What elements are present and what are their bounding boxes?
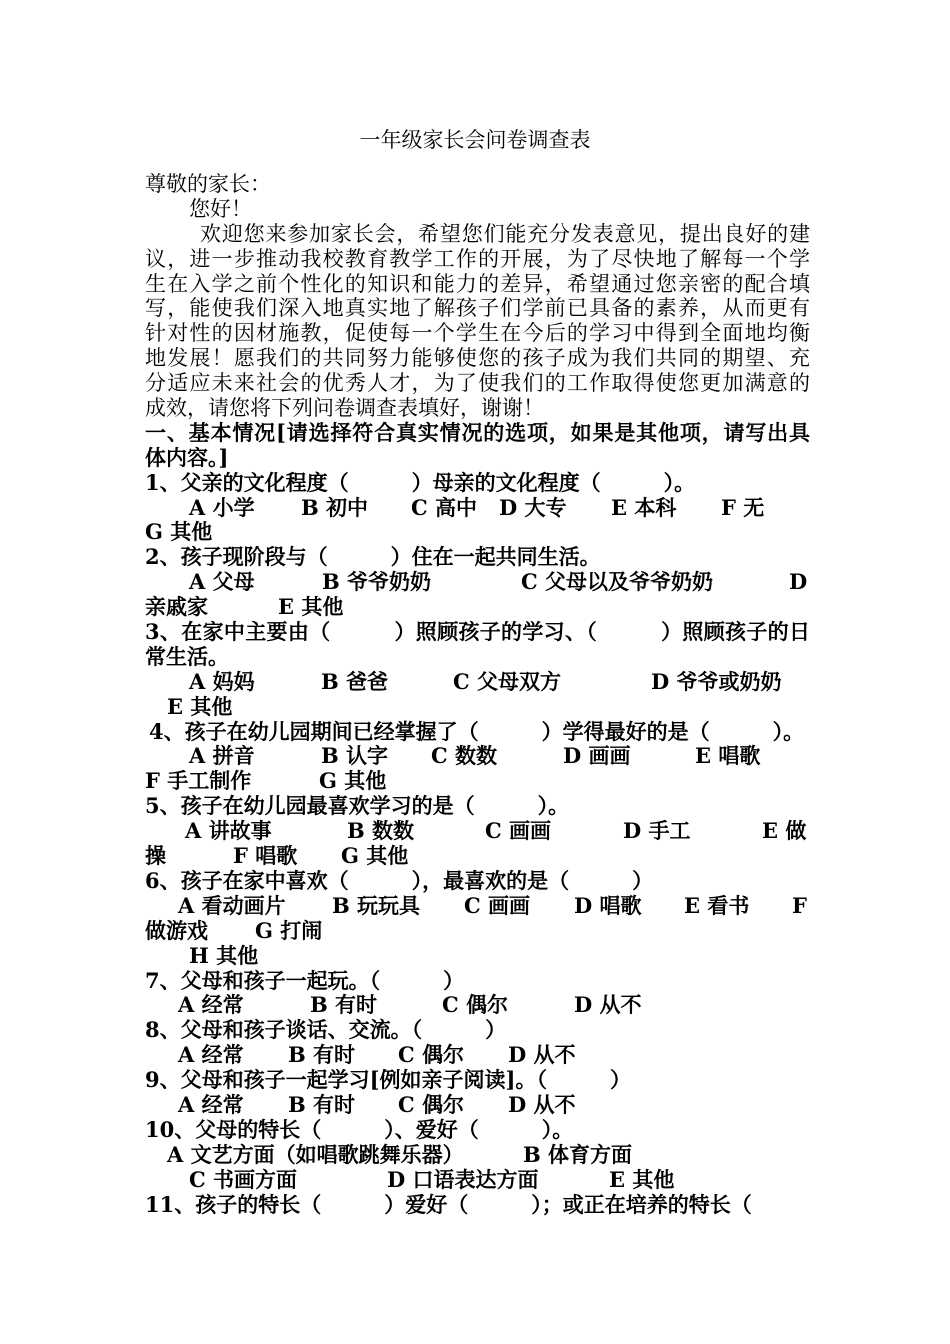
option: C 画画: [464, 892, 531, 918]
intro-line: 欢迎您来参加家长会，希望您们能充分发表意见，提出良好的建: [200, 221, 810, 246]
question-11: 11、孩子的特长（ ）爱好（ ）；或正在培养的特长（: [145, 1191, 752, 1217]
question-10-options-cont: [145, 1168, 810, 1193]
option: A 看动画片: [178, 892, 286, 918]
document-body: [145, 172, 810, 1217]
intro-line: 生在入学之前个性化的知识和能力的差异，希望通过您亲密的配合填: [145, 271, 810, 296]
option: E 做: [762, 818, 807, 844]
option: 做游戏: [145, 917, 208, 943]
option: D 手工: [623, 818, 691, 844]
option: B 数数: [347, 818, 415, 844]
question-8: 8、父母和孩子谈话、交流。（ ）: [145, 1017, 507, 1043]
option: 亲戚家: [145, 594, 208, 620]
question-5-options-cont: [145, 844, 810, 869]
option: D 唱歌: [574, 892, 642, 918]
option: C 父母双方: [453, 668, 562, 694]
option: B 有时: [288, 1091, 356, 1117]
question-2-options: [145, 570, 810, 595]
option: A 父母: [189, 569, 255, 595]
option: C 画画: [485, 818, 552, 844]
question-2: 2、孩子现阶段与（ ）住在一起共同生活。: [145, 544, 601, 570]
question-9-options: [145, 1093, 810, 1118]
option: E 其他: [609, 1166, 675, 1192]
option: B 初中: [301, 494, 369, 520]
option: C 高中: [411, 494, 478, 520]
option: A 文艺方面（如唱歌跳舞乐器）: [167, 1141, 464, 1167]
greeting: 尊敬的家长：: [145, 172, 271, 196]
intro-line: 分适应未来社会的优秀人才，为了使我们的工作取得使您更加满意的: [145, 371, 810, 396]
question-5: 5、孩子在幼儿园最喜欢学习的是（ ）。: [145, 793, 570, 819]
intro-line: 针对性的因材施教，促使每一个学生在今后的学习中得到全面地均衡: [145, 321, 810, 346]
option: 操: [145, 843, 166, 869]
option: G 其他: [341, 843, 409, 869]
intro-line: 写，能使我们深入地真实地了解孩子们学前已具备的素养，从而更有: [145, 296, 810, 321]
question-5-options: [145, 819, 810, 844]
intro-line: 地发展！愿我们的共同努力能够使您的孩子成为我们共同的期望、充: [145, 346, 810, 371]
option: B 有时: [310, 992, 378, 1018]
section-heading: 体内容。]: [145, 444, 229, 470]
option: D 爷爷或奶奶: [651, 668, 782, 694]
option: E 其他: [167, 693, 233, 719]
option: A 妈妈: [189, 668, 255, 694]
option: B 认字: [321, 743, 389, 769]
option: F 唱歌: [233, 843, 298, 869]
option: B 有时: [288, 1042, 356, 1068]
option: G 打闹: [255, 917, 323, 943]
option: B 玩玩具: [332, 892, 421, 918]
option: F 手工制作: [145, 768, 252, 794]
question-10-options: [145, 1143, 810, 1168]
option: F: [792, 892, 807, 918]
hello: 您好！: [189, 196, 252, 221]
page-title: 一年级家长会问卷调查表: [359, 128, 591, 152]
option: C 书画方面: [189, 1166, 298, 1192]
option: D 从不: [508, 1042, 576, 1068]
option: D: [789, 569, 808, 595]
question-3: 常生活。: [145, 643, 229, 669]
question-7-options: [145, 993, 810, 1018]
section-heading: 一、基本情况[请选择符合真实情况的选项，如果是其他项，请写出具: [145, 419, 810, 445]
option: B 体育方面: [523, 1141, 633, 1167]
question-10: 10、父母的特长（ ）、爱好（ ）。: [145, 1116, 574, 1142]
option: G 其他: [145, 519, 213, 545]
option: A 讲故事: [185, 818, 272, 844]
option: C 父母以及爷爷奶奶: [521, 569, 714, 595]
option: C 偶尔: [398, 1042, 465, 1068]
option: A 小学: [189, 494, 255, 520]
option: A 经常: [178, 1091, 244, 1117]
option: A 经常: [178, 992, 244, 1018]
option: F 无: [721, 494, 765, 520]
option: E 看书: [684, 892, 750, 918]
option: C 偶尔: [442, 992, 509, 1018]
question-6: 6、孩子在家中喜欢（ ），最喜欢的是（ ）: [145, 867, 654, 893]
question-4-options-cont: [145, 769, 810, 794]
option: D 画画: [563, 743, 631, 769]
question-6-options-cont: [145, 919, 810, 944]
question-7: 7、父母和孩子一起玩。（ ）: [145, 967, 465, 993]
option: E 本科: [611, 494, 677, 520]
question-3-options: [145, 670, 810, 695]
option: D 大专: [499, 494, 567, 520]
question-3: 3、在家中主要由（ ）照顾孩子的学习、（ ）照顾孩子的日: [145, 619, 810, 645]
option: C 偶尔: [398, 1091, 465, 1117]
option: B 爸爸: [321, 668, 389, 694]
option: D 从不: [574, 992, 642, 1018]
option: G 其他: [319, 768, 387, 794]
option: A 拼音: [189, 743, 255, 769]
option: E 其他: [278, 594, 344, 620]
question-8-options: [145, 1043, 810, 1068]
intro-line: 成效，请您将下列问卷调查表填好，谢谢！: [145, 396, 544, 421]
option: H 其他: [189, 942, 259, 968]
question-4-options: [145, 744, 810, 769]
option: B 爷爷奶奶: [322, 569, 432, 595]
option: E 唱歌: [695, 743, 761, 769]
question-1: 1、父亲的文化程度（ ）母亲的文化程度（ ）。: [145, 469, 696, 495]
intro-line: 议，进一步推动我校教育教学工作的开展，为了尽快地了解每一个学: [145, 246, 810, 271]
option: D 口语表达方面: [387, 1166, 539, 1192]
question-4: 4、孩子在幼儿园期间已经掌握了（ ）学得最好的是（ ）。: [149, 718, 805, 744]
option: C 数数: [431, 743, 498, 769]
question-9: 9、父母和孩子一起学习[例如亲子阅读]。（ ）: [145, 1067, 631, 1093]
question-2-options-cont: [145, 595, 810, 620]
option: A 经常: [178, 1042, 244, 1068]
option: D 从不: [508, 1091, 576, 1117]
question-6-options: [145, 894, 810, 919]
question-1-options: [145, 496, 810, 521]
